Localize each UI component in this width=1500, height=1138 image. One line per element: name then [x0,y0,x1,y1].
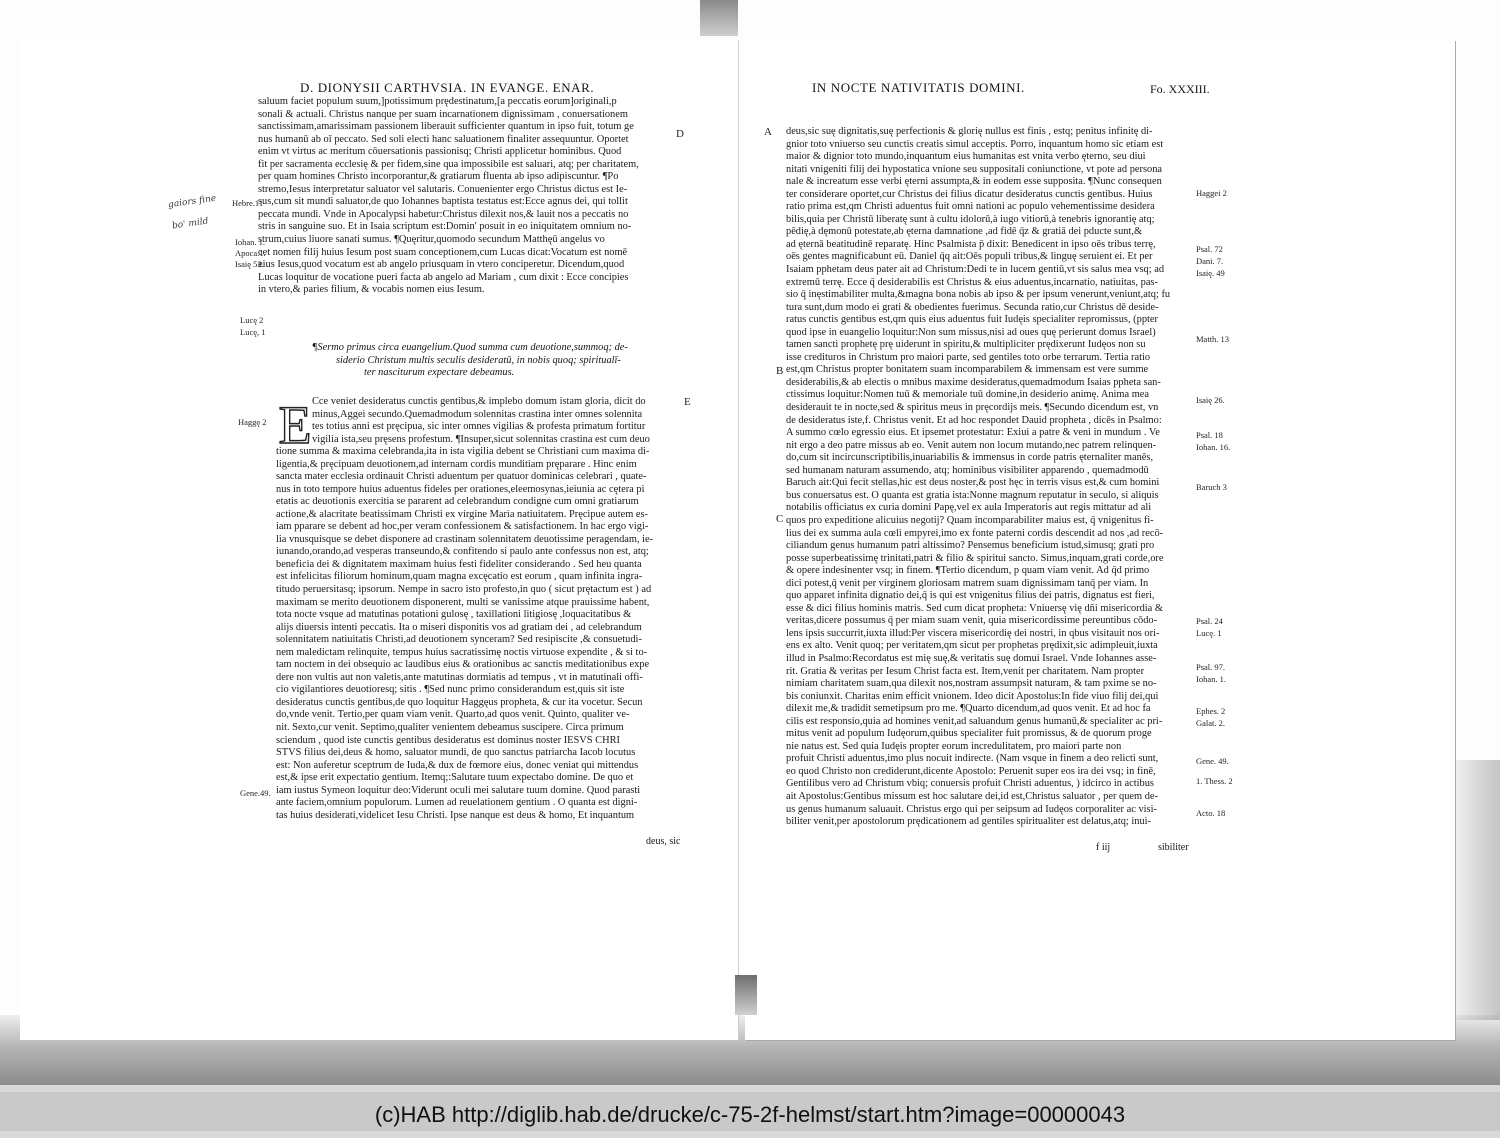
text-line: posse superbeatissimę trinitati,patri & filio & spiritui sancto. Simus,inquam,grati corde,ore [786,552,1164,564]
text-line: ratus cunctis gentibus est,qm quis eius aduentus fuit Iudęis specialiter repromissus, (ppter [786,314,1158,326]
text-line: do,vnde venit. Tertio,per quam viam venit. Quarto,ad quos venit. Quinto, qualiter ve- [276,709,630,721]
text-line: nie natus est. Sed quia Iudęis propter eorum incredulitatem, pro maiori parte non [786,740,1122,752]
margin-note: Iohan. 16. [1196,442,1231,452]
text-line: biliter venit,per apostolorum prędicationem ad gentiles spiritualiter est delatus,atq; inui- [786,816,1152,828]
gutter-shadow-bottom [735,975,757,1015]
text-line: nit ergo a deo patre missus ab eo. Venit autem non locum mutando,nec patrem relinquen- [786,439,1157,451]
text-line: maior & dignior toto mundo,inquantum eius humanitas est vnita verbo ęterno, seu diui [786,151,1146,163]
text-line: per quam homines Christo incorporantur,& gratiarum fluenta ab ipso adipiscuntur. ¶Po [258,171,619,183]
text-line: desiderabilis,& ab electis o mnibus maxime desideratus,quemadmodum Isaias ppheta san- [786,376,1161,388]
text-line: dere non vultis aut non valetis,ante matutinas dormiatis ad tempus , vt in matutinali offi- [276,671,643,683]
margin-note: Iohan. 1. [1196,674,1226,684]
text-line: ter considerare oportet,cur Christus dei filius dicatur desideratus cunctis gentibus. Huius [786,188,1153,200]
heading-line: ¶Sermo primus circa euangelium.Quod summa cum deuotione,summoq; de- [312,342,628,353]
text-line: sancta mater ecclesia ordinauit Christi aduentum per quatuor dominicas celebrari , quate- [276,471,647,483]
text-line: sanctissimam,amarissimam passionem liberauit sufficienter quantum in ipso fuit, totum ge [258,121,634,133]
text-line: est,& ipse erit expectatio gentium. Itemq;:Salutare tuum expectabo domine. De quo et [276,772,634,784]
text-line: dilexit me,& tradidit semetipsum pro me. ¶Quarto dicendum,ad quos venit. Et ad hoc fa [786,703,1151,715]
text-line: ciliandum genus humanum patri altissimo? Pensemus beneficium istud,simusq; grati pro [786,540,1155,552]
text-line: stris in sanguine suo. Et in Isaia scriptum est:Domin' posuit in eo iniquitatem omnium no- [258,221,632,233]
margin-note: Psal. 72 [1196,244,1223,254]
text-line: STVS filius dei,deus & homo, saluator mundi, de quo sanctus patriarcha Iacob locutus [276,747,636,759]
text-line: ligentia,& pręcipuam deuotionem,ad internam cordis munditiam pręparare . Hinc enim [276,458,637,470]
text-line: est infelicitas filiorum hominum,quam magna excęcatio est eorum , quam infinita ingra- [276,571,643,583]
text-line: desiderauit te in nocte,sed & spiritus meus in pręcordijs meis. ¶Secundo dicendum est, vn [786,402,1159,414]
text-line: quod ipse in euangelio loquitur:Non sum missus,nisi ad oues quę perierunt domus Israel) [786,326,1156,338]
text-line: Cce veniet desideratus cunctis gentibus,& implebo domum istam gloria, dicit do [312,396,646,407]
text-line: bus conuersatus est. O quanta est gratia ista:Nonne magnum reputatur in seculo, si aliquis [786,489,1159,501]
folio-number: Fo. XXXIII. [1150,82,1210,96]
text-line: est,qm Christus propter bonitatem suam incomparabilem & immensam est vere summe [786,364,1149,376]
text-line: tas huius desiderati,videlicet Iesu Christi. Ipse nanque est deus & homo, Et inquantum [276,809,635,821]
margin-note: Galat. 2. [1196,718,1226,728]
text-line: tota nocte vsque ad matutinas potationi gulosę , taxillationi litigiosę ,loquacitatibus & [276,609,632,621]
text-line: minus,Aggei secundo.Quemadmodum solennitas crastina inter omnes solennita [312,408,643,420]
margin-note: 1. Thess. 2 [1196,776,1233,786]
margin-note: Haggei 2 [1196,188,1227,198]
margin-note: Isaię 53. [235,259,264,269]
text-line: actione,& alacritate beatissimam Christi ex virgine Maria natiuitatem. Pręcipue autem es- [276,508,649,520]
text-line: eo quod Christo non crediderunt,dicente Apostolo: Peruenit super eos ira dei vsq; in finē, [786,765,1156,777]
text-line: beneficia dei & dignitatem maximam huius festi fideliter considerando . Sed heu quanta [276,558,642,570]
text-line: sciendum , quod iste cunctis gentibus desideratus est dominus noster IESVS CHRI [276,734,621,746]
right-side-letter-c: C [776,513,784,525]
text-line: nus humanū ab oī peccato. Sed soli electi hanc saluationem finaliter assequuntur. Oportet [258,133,629,145]
text-line: quo apparet infinita dignatio dei,q̄ is qui est vnigenitus filius dei patris, dignatus est fieri, [786,590,1155,602]
text-line: lia vnusquisque se debet disponere ad crastinam solennitatem deuotissime peragendam, ie- [276,533,654,545]
text-line: illud in Psalmo:Recordatus est mię suę,& veritatis suę domui Israel. Vnde Iohannes asse- [786,652,1157,664]
text-line: peccata mundi. Vnde in Apocalypsi habetur:Christus dilexit nos,& lauit nos a peccatis no [258,208,629,220]
text-line: dici potest,q̄ venit per virginem gloriosam matrem suam dignissimam tanq̄ per viam. In [786,577,1149,589]
margin-note: Dani. 7. [1196,256,1224,266]
signature-mark: f iij [1096,842,1111,853]
margin-note: Lucę. 1 [1196,628,1222,638]
text-line: oēs gentes magnificabunt eū. Daniel q̄q ait:Oēs populi tribus,& linguę seruient ei. Et per [786,251,1153,263]
text-line: & opere indesinenter vsq; in finem. ¶Tertio dicendum, p quam viam venit. Ad q̄d primo [786,565,1150,577]
text-line: sonali & actuali. Christus nanque per suam incarnationem dignissimam , conuersationem [258,108,628,120]
text-line: fit per sacramenta ecclesię & per fidem,sine qua impossibile est saluari, atq; per charitatem, [258,158,639,170]
margin-note: Baruch 3 [1196,482,1227,492]
text-line: ratio prima est,qm Christi aduentus fuit omni nationi ac populo vehementissime desidera [786,201,1155,213]
text-line: quos pro expeditione alicuius negotij? Quam incomparabiliter maius est, q̄ vnigenitus fi- [786,514,1154,526]
text-line: desideratus cunctis gentibus,de quo loquitur Haggęus propheta, & cur ita vocetur. Secun [276,696,643,708]
text-line: ait Apostolus:Gentibus missum est hoc salutare dei,id est,Christus saluator , per quem de- [786,790,1158,802]
text-line: sus,cum sit mundi saluator,de quo Iohannes baptista testatus est:Ecce agnus dei, qui tollit [258,196,628,208]
text-line: vigilia ista,seu pręsens profestum. ¶Insuper,sicut solennitas crastina est cum deuo [312,433,650,445]
decorated-initial-e: E [278,395,312,455]
margin-note: Isaię 26. [1196,395,1225,405]
text-line: maximam se merito deuotionem disponerent, multi se vanissime atque prauissime habent, [276,596,650,608]
margin-note: Hebre.11 [232,198,264,208]
text-line: Isaiam pphetam deus pater ait ad Christum:Dedi te in lucem gentiū,vt sis salus mea vsq; ad [786,264,1165,276]
margin-note: Lucę, 1 [240,327,266,337]
heading-line: ter nasciturum expectare debeamus. [364,367,515,379]
margin-note: Isaię. 49 [1196,268,1225,278]
right-catchword: sibiliter [1158,842,1189,853]
left-catchword: deus, sic [646,836,681,847]
text-line: tamen sancti prophetę prę uiderunt in spiritu,& multipliciter prędixerunt Iudęos non su [786,339,1146,351]
text-line: cio vigilantiores deuotioresq; sitis . ¶Sed nunc primo considerandum est,quis sit iste [276,684,625,696]
text-line: sio q̄ inęstimabiliter multa,&magna bona nobis ab ipso & per ipsum venerunt,veniunt,atq; fu [786,289,1171,301]
text-line: in vtero,& paries filium, & vocabis nomen eius Iesum. [258,284,485,296]
left-side-letter-e: E [684,396,691,408]
text-line: etatis ac deuotionis exercitia se pararent ad celebrandum condigne cum omni gratiarum [276,496,639,508]
text-line: Gentilibus vero ad Christum vbiq; conuersis profuit Christi aduentus, ) idcirco in actibus [786,778,1154,790]
right-side-letter-a: A [764,126,772,138]
text-line: tione summa & maxima celebranda,ita in ista vigilia debent se Christiani cum maxima di- [276,446,650,457]
text-line: alijs diuersis intenti peccatis. Ita o miseri disponitis vos ad gratiam dei , ad celebrandum [276,621,642,633]
text-line: nus in toto tempore huius aduentus fideles per orationes,eleemosynas,ieiunia ac cętera pi [276,483,645,495]
text-line: nem maledictam relinquite, tempus huius sacratissimę noctis virtuose expendite , & si to- [276,646,648,658]
margin-note: Psal. 24 [1196,616,1223,626]
text-line: veritas,dicere possumus q̄ per miam suam venit, quia misericordissime pereuntibus cōdo- [786,615,1158,627]
text-line: us genus humanum saluauit. Christus ergo qui per seipsum ad Iudęos corporaliter ac visi- [786,803,1157,815]
text-line: ens ex alto. Venit quoq; per veritatem,qm sicut per prophetas prędixit,sic adimpleuit,iuxta [786,640,1158,652]
sermon-heading [312,342,628,380]
text-line: sed humanam naturam assumendo, atq; hominibus visibiliter apparendo , quemadmodū [786,464,1149,476]
left-side-letter-d: D [676,128,684,140]
text-line: cet nomen filij huius Iesum post suam conceptionem,cum Lucas dicat:Vocatum est nomē [258,246,628,258]
text-line: A summo cœlo egressio eius. Et ipsemet protestatur: Exiui a patre & veni in mundum . Ve [786,427,1160,439]
margin-note: Iohan. 1. [235,237,265,247]
text-line: cilis est responsio,quia ad homines venit,ad saluandum genus humanū,& specialiter ac pri- [786,715,1163,727]
right-text-column [786,126,1196,829]
text-line: saluum faciet populum suum,]potissimum prędestinatum,[a peccatis eorum]originali,p [258,96,617,107]
handwritten-note: gaiors fine [167,193,217,211]
text-line: de desideratus iste,f. Christus venit. Et ad hoc respondet Dauid propheta , dicēs in Psalmo: [786,414,1162,426]
text-line: est: Non auferetur sceptrum de Iuda,& dux de fœmore eius, donec veniat qui mittendus [276,759,639,771]
copyright-credit-bar: (c)HAB http://diglib.hab.de/drucke/c-75-2f-helmst/start.htm?image=00000043 [0,1092,1500,1131]
margin-note: Apoca.1. [235,248,266,258]
left-sermon-body [276,446,686,822]
text-line: iam pparare se debent ad hoc,per veram confessionem & satisfactionem. In hac ergo vigi- [276,521,649,533]
text-line: nitati vnigeniti filij dei hypostatica vnione seu suppositali coniunctione, vt pote ad persona [786,163,1163,175]
text-line: ante faciem,omnium populorum. Lumen ad reuelationem gentium . O quanta est digni- [276,797,638,809]
text-line: esse & dici filius hominis matris. Sed cum dicat propheta: Vniuersę vię dñi misericordia & [786,602,1163,614]
left-sermon-indented [312,396,684,446]
text-line: lens ipsis succurrit,iuxta illud:Per viscera misericordię dei nostri, in qbus visitauit nos ori- [786,627,1160,639]
text-line: eius Iesus,quod vocatum est ab angelo priusquam in vtero conciperetur. Dicendum,quod [258,259,625,271]
text-line: nit. Sexto,cur venit. Septimo,qualiter venientem debeamus suscipere. Circa primum [276,722,624,734]
text-line: tam noctem in dei obsequio ac laudibus eius & orationibus ac sanctis meditationibus expe [276,659,650,671]
text-line: tes totius anni est pręcipua, sic inter omnes vigilias & profesta primatum fortitur [312,421,646,433]
text-line: deus,sic suę dignitatis,suę perfectionis & glorię nullus est finis , estq; penitus infinitę di- [786,126,1153,137]
text-line: mitus venit ad populum Iudęorum,quibus specialiter fuit promissus, & de quorum proge [786,728,1152,740]
text-line: iunando,orando,ad vesperas transeundo,& confitendo si paulo ante confessus non est, atq; [276,546,649,558]
margin-note: Psal. 97. [1196,662,1226,672]
text-line: bis coniunxit. Charitas enim efficit vnionem. Ideo dicit Apostolus:In fide viuo filij dei,qui [786,690,1159,702]
text-line: nimiam charitatem suam,qua dilexit nos,nostram assumpsit naturam, & tam pxime se no- [786,678,1157,690]
text-line: tura sunt,dum modo ei grati & obedientes fuerimus. Secunda ratio,cur Christus dē deside- [786,301,1159,313]
text-line: profuit Christi aduentus,imo plus nocuit indirecte. (Nam vsque in finem a deo relicti sunt, [786,753,1159,765]
text-line: Lucas loquitur de vocatione pueri facta ab angelo ad Mariam , cum dixit : Ecce concipies [258,271,629,283]
gutter-shadow-top [700,0,738,36]
margin-note: Matth. 13 [1196,334,1230,344]
text-line: extremū terrę. Ecce q̄ desiderabilis est Christus & eius aduentus,incarnatio, natiuitas, pas- [786,276,1158,288]
text-line: stremo,Iesus interpretatur saluator vel salutaris. Conuenienter ergo Christus dictus est Ie- [258,183,628,195]
margin-note: Psal. 18 [1196,430,1223,440]
text-line: do,cum sit incircunscriptibilis,inuariabilis & immensus in corde patris ęternaliter manēs, [786,452,1154,464]
text-line: solennitatem natiuitatis Christi,ad deuotionem synceram? Sed resipiscite ,& consuetudi- [276,634,642,646]
left-text-top [258,96,676,297]
text-line: Baruch ait:Qui fecit stellas,hic est deus noster,& post hęc in terris visus est,& cum homini [786,477,1160,489]
text-line: isse credituros in Christum pro maiori parte, sed gentiles toto orbe terrarum. Tertia ratio [786,351,1151,363]
text-line: rit. Gratia & veritas per Iesum Christ facta est. Item,venit per charitatem. Nam propter [786,665,1145,677]
handwritten-note: bo' mild [171,216,210,232]
margin-note: Ephes. 2 [1196,706,1226,716]
text-line: iam iustus Symeon loquitur deo:Viderunt oculi mei salutare tuum domine. Quod parasti [276,784,641,796]
margin-note: Acto. 18 [1196,808,1226,818]
text-line: notabilis officiatus ex curia domini Papę,vel ex aula Imperatoris aut regis mittatur ad ali [786,502,1152,514]
margin-note: Haggę 2 [238,417,267,427]
right-side-letter-b: B [776,365,784,377]
margin-note: Gene.49. [240,788,271,798]
left-running-head: D. DIONYSII CARTHVSIA. IN EVANGE. ENAR. [300,80,595,95]
margin-note: Lucę 2 [240,315,264,325]
text-line: ad ęternā beatitudinē reparatę. Hinc Psalmista p̄ dixit: Benedicent in ipso oēs tribus terrę, [786,238,1156,250]
text-line: titudo peruersitasq; ipsorum. Nempe in sacro isto profesto,in quo ( sicut prętactum est ) ad [276,584,652,596]
heading-line: siderio Christum multis seculis desideratū, in nobis quoq; spiritualī- [336,354,621,366]
text-line: bilis,quia per Christū liberatę sunt à cultu idolorū,à iugo vitiorū,à tenebris ignorantię atq; [786,213,1155,225]
text-line: strum,cuius liuore sanati sumus. ¶Quęritur,quomodo secundum Matthęū angelus vo [258,234,605,246]
text-line: pēdię,à dęmonū potestate,ab ęterna damnatione ,ad fidē q̄z & gratiā dei pducte sunt,& [786,226,1143,238]
text-line: gnior toto vniuerso seu cunctis creatis simul acceptis. Porro, inquantum homo sic etiam est [786,138,1164,150]
text-line: nale & increatum esse verbi ęterni assumpta,& in eodem esse supposita. ¶Nunc consequen [786,176,1162,188]
text-line: enim vt virtus ac meritum cōuersationis passionisq; Christi applicetur hominibus. Quod [258,146,622,158]
right-running-head: IN NOCTE NATIVITATIS DOMINI. [812,80,1025,95]
text-line: lius dei ex summa aula cœli empyrei,imo ex fonte paterni cordis descendit ad nos ,ad recō- [786,527,1164,539]
text-line: ctissimus loquitur:Nomen tuū & memoriale tuū domine,in desiderio animę. Anima mea [786,389,1150,401]
margin-note: Gene. 49. [1196,756,1229,766]
